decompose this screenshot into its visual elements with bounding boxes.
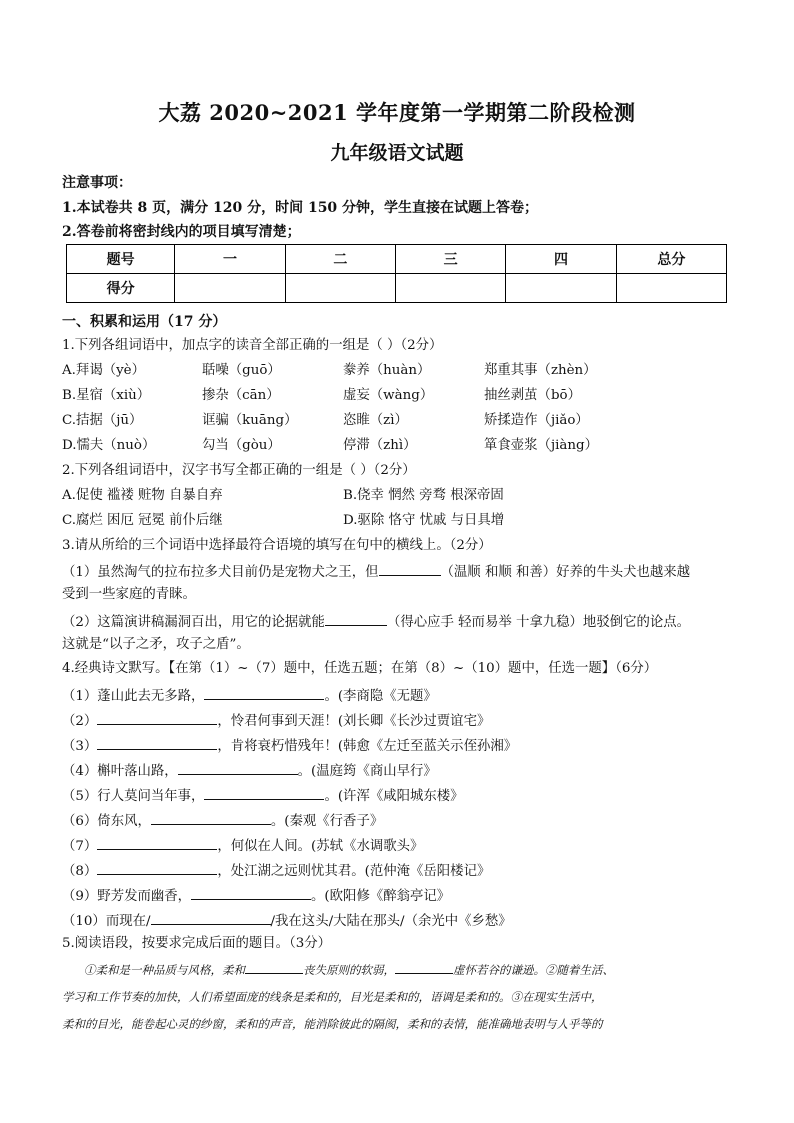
- q4-item-source: ，处江湖之远则忧其君。(范仲淹《岳阳楼记》: [217, 864, 491, 879]
- q1-option-b-2: 掺杂（cān）: [202, 388, 280, 403]
- q5-blank-2[interactable]: [395, 959, 453, 974]
- q3-part2-blank[interactable]: [325, 611, 387, 626]
- q4-answer-blank[interactable]: [151, 910, 271, 925]
- section-heading: 一、积累和运用（17 分）: [62, 314, 227, 330]
- q1-option-a-3: 豢养（huàn）: [343, 363, 431, 378]
- row-label-cell: 得分: [67, 274, 175, 303]
- q4-answer-blank[interactable]: [97, 835, 217, 850]
- q1-option-b-4: 抽丝剥茧（bō）: [484, 388, 581, 403]
- q4-answer-blank[interactable]: [97, 710, 217, 725]
- q4-answer-blank[interactable]: [97, 735, 217, 750]
- q4-item-8: [62, 860, 490, 881]
- q1-option-a-4: 郑重其事（zhèn）: [484, 363, 597, 378]
- q3-part1-blank[interactable]: [379, 561, 441, 576]
- q5-blank-1[interactable]: [245, 959, 303, 974]
- q3-part2-line1: [62, 611, 690, 632]
- q3-part2-line2: 这就是“以子之矛，攻子之盾”。: [62, 637, 250, 652]
- q3-part2-text-b: （得心应手 轻而易举 十拿九稳）地驳倒它的论点。: [386, 615, 691, 630]
- q4-item-7: [62, 835, 423, 856]
- q4-item-text: （1）蓬山此去无多路，: [62, 689, 205, 704]
- q1-option-d-4: 箪食壶浆（jiàng）: [484, 438, 598, 453]
- passage-text: 虚怀若谷的谦逊。②随着生活、: [453, 963, 614, 977]
- q4-item-source: 。(许浑《咸阳城东楼》: [324, 789, 464, 804]
- q4-item-text: （2）: [62, 714, 98, 729]
- score-table-score-row: [67, 274, 727, 303]
- q4-item-9: [62, 885, 450, 906]
- q4-item-3: [62, 735, 517, 756]
- q1-option-d-3: 停滞（zhì）: [343, 438, 417, 453]
- q4-item-source: ，何似在人间。(苏轼《水调歌头》: [217, 839, 424, 854]
- q2-option-c: C.腐烂 困厄 冠冕 前仆后继: [62, 513, 223, 528]
- q1-option-c-2: 诓骗（kuāng）: [202, 413, 298, 428]
- q3-part1-text-a: （1）虽然淘气的拉布拉多犬目前仍是宠物犬之王，但: [62, 565, 379, 580]
- score-cell[interactable]: [396, 274, 506, 303]
- q3-part2-text-a: （2）这篇演讲稿漏洞百出，用它的论据就能: [62, 615, 325, 630]
- q1-option-a-1: A.拜谒（yè）: [62, 363, 145, 378]
- score-table-header-row: [67, 245, 727, 274]
- notes-item-2: 2.答卷前将密封线内的项目填写清楚；: [62, 224, 301, 240]
- header-cell: 总分: [616, 245, 726, 274]
- q1-option-c-1: C.拮据（jū）: [62, 413, 143, 428]
- notes-heading: 注意事项：: [62, 175, 132, 191]
- q4-item-6: [62, 810, 383, 831]
- q4-answer-blank[interactable]: [204, 785, 324, 800]
- q3-part1-line1: [62, 561, 690, 582]
- q1-option-d-1: D.懦夫（nuò）: [62, 438, 156, 453]
- q4-item-1: [62, 685, 437, 706]
- score-cell[interactable]: [616, 274, 726, 303]
- q4-item-source: 。(李商隐《无题》: [324, 689, 437, 704]
- q4-item-source: 。(温庭筠《商山早行》: [297, 764, 437, 779]
- q4-item-source: 。(欧阳修《醉翁亭记》: [311, 889, 451, 904]
- q1-option-b-3: 虚妄（wàng）: [343, 388, 434, 403]
- q3-stem: 3.请从所给的三个词语中选择最符合语境的填写在句中的横线上。（2分）: [62, 538, 492, 553]
- q1-option-a-2: 聒噪（guō）: [202, 363, 281, 378]
- q5-passage-line-2: 学习和工作节奏的加快，人们希望面庞的线条是柔和的，目光是柔和的，语调是柔和的。③在现实生活中，: [62, 990, 603, 1004]
- q4-answer-blank[interactable]: [178, 760, 298, 775]
- q4-item-text: （5）行人莫问当年事，: [62, 789, 205, 804]
- header-cell: 题号: [67, 245, 175, 274]
- q5-stem: 5.阅读语段，按要求完成后面的题目。（3分）: [62, 936, 332, 951]
- q4-item-2: [62, 710, 490, 731]
- score-cell[interactable]: [285, 274, 395, 303]
- notes-item-1: 1.本试卷共 8 页，满分 120 分，时间 150 分钟，学生直接在试题上答卷；: [62, 200, 539, 216]
- q4-item-10: [62, 910, 512, 931]
- header-cell: 三: [396, 245, 506, 274]
- q4-item-5: [62, 785, 464, 806]
- q1-option-d-2: 勾当（gòu）: [202, 438, 281, 453]
- q4-stem: 4.经典诗文默写。【在第（1）~（7）题中，任选五题；在第（8）~（10）题中，任选一题】（6分）: [62, 661, 658, 676]
- exam-title: 大荔 2020~2021 学年度第一学期第二阶段检测: [158, 100, 636, 125]
- q1-stem: 1.下列各组词语中，加点字的读音全部正确的一组是（ ）（2分）: [62, 338, 443, 353]
- q1-option-c-4: 矫揉造作（jiǎo）: [484, 413, 589, 428]
- q1-option-c-3: 恣睢（zì）: [343, 413, 408, 428]
- q5-passage-line-3: 柔和的目光，能卷起心灵的纱窗，柔和的声音，能消除彼此的隔阂，柔和的表情，能准确地表明与人乎等的: [62, 1017, 603, 1031]
- score-cell[interactable]: [175, 274, 285, 303]
- q5-passage-line-1: [62, 957, 730, 984]
- q2-stem: 2.下列各组词语中，汉字书写全都正确的一组是（ ）（2分）: [62, 463, 416, 478]
- q3-part1-text-b: （温顺 和顺 和善）好养的牛头犬也越来越: [440, 565, 691, 580]
- q4-item-source: ，怜君何事到天涯！(刘长卿《长沙过贾谊宅》: [217, 714, 491, 729]
- score-cell[interactable]: [506, 274, 616, 303]
- q2-option-a: A.促使 褴褛 赃物 自暴自弃: [62, 488, 223, 503]
- q4-item-text: （4）槲叶落山路，: [62, 764, 178, 779]
- score-table: [66, 244, 727, 303]
- q4-item-source: ，肯将衰朽惜残年！(韩愈《左迁至蓝关示侄孙湘》: [217, 739, 518, 754]
- q4-answer-blank[interactable]: [151, 810, 271, 825]
- q4-item-source: /我在这头/大陆在那头/（余光中《乡愁》: [270, 914, 512, 929]
- q4-item-text: （9）野芳发而幽香，: [62, 889, 192, 904]
- passage-text: ①柔和是一种品质与风格，柔和: [84, 963, 245, 977]
- q4-answer-blank[interactable]: [204, 685, 324, 700]
- passage-text: 丧失原则的软弱，: [303, 963, 395, 977]
- q4-answer-blank[interactable]: [191, 885, 311, 900]
- q4-item-4: [62, 760, 437, 781]
- q4-item-text: （8）: [62, 864, 98, 879]
- q4-item-source: 。(秦观《行香子》: [270, 814, 384, 829]
- header-cell: 一: [175, 245, 285, 274]
- q4-item-text: （10）而现在/: [62, 914, 151, 929]
- q4-answer-blank[interactable]: [97, 860, 217, 875]
- q2-option-b: B.侥幸 惘然 旁骛 根深帝固: [343, 488, 504, 503]
- q1-option-b-1: B.星宿（xiù）: [62, 388, 151, 403]
- exam-subtitle: 九年级语文试题: [330, 142, 464, 164]
- header-cell: 二: [285, 245, 395, 274]
- q2-option-d: D.驱除 恪守 忧戚 与日具增: [343, 513, 505, 528]
- header-cell: 四: [506, 245, 616, 274]
- q3-part1-line2: 受到一些家庭的青睐。: [62, 587, 196, 602]
- q4-item-text: （7）: [62, 839, 98, 854]
- q4-item-text: （3）: [62, 739, 98, 754]
- q4-item-text: （6）倚东风，: [62, 814, 151, 829]
